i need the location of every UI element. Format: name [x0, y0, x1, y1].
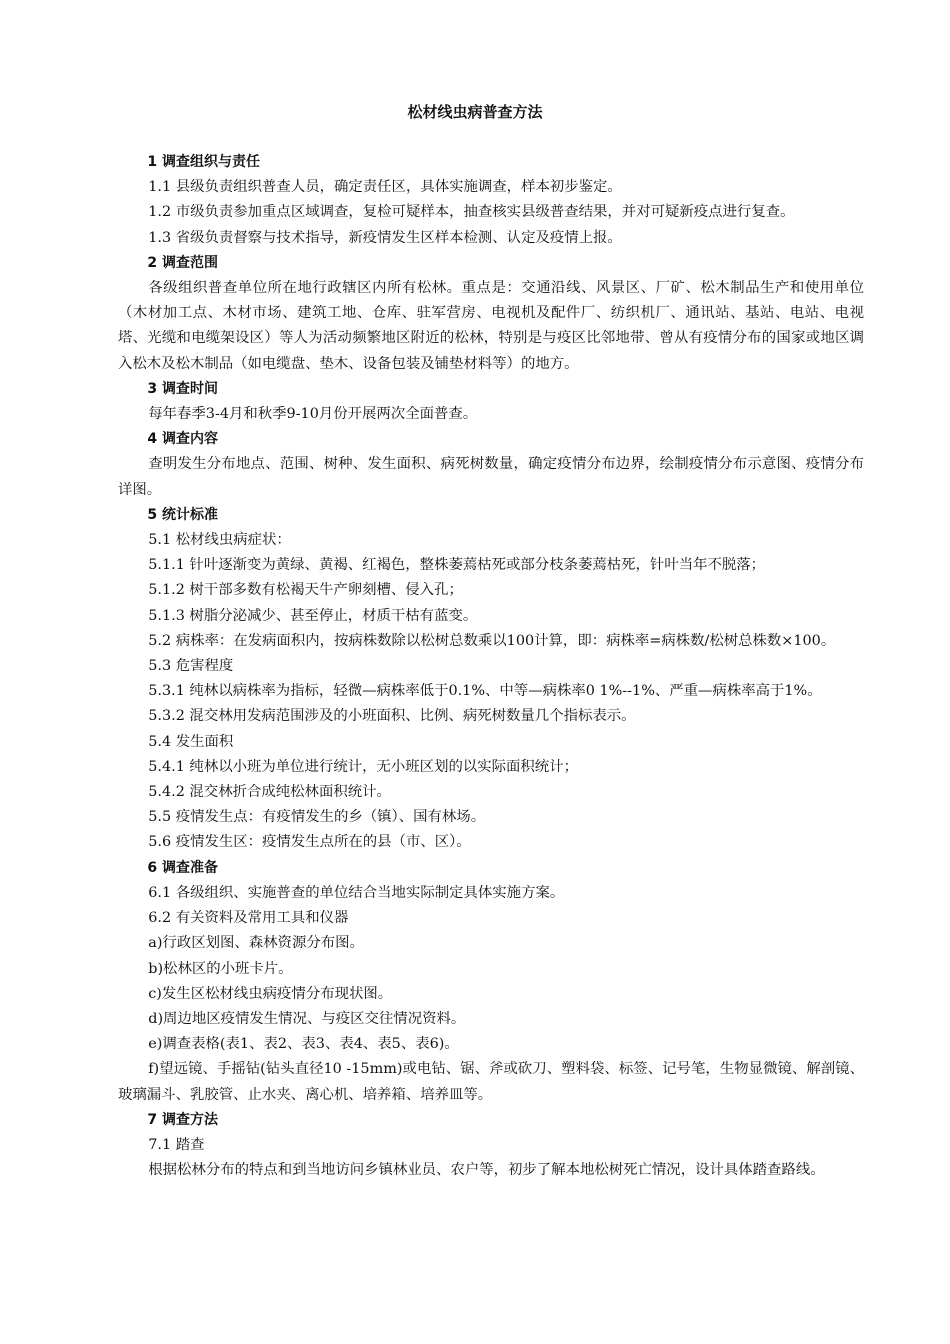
document-body — [118, 150, 864, 1183]
paragraph: 5.3 危害程度 — [148, 658, 234, 675]
paragraph: c)发生区松材线虫病疫情分布现状图。 — [148, 985, 393, 1002]
paragraph: 5.3.2 混交林用发病范围涉及的小班面积、比例、病死树数量几个指标表示。 — [148, 708, 636, 725]
paragraph: 1.3 省级负责督察与技术指导，新疫情发生区样本检测、认定及疫情上报。 — [148, 229, 622, 246]
paragraph: a)行政区划图、森林资源分布图。 — [148, 935, 364, 952]
paragraph: e)调查表格(表1、表2、表3、表4、表5、表6)。 — [148, 1036, 459, 1053]
paragraph: 7.1 踏查 — [148, 1136, 205, 1153]
paragraph: 根据松林分布的特点和到当地访问乡镇林业员、农户等，初步了解本地松树死亡情况，设计具体踏查路线。 — [148, 1162, 825, 1179]
section-heading: 7 调查方法 — [147, 1111, 219, 1128]
paragraph: 1.2 市级负责参加重点区域调查，复检可疑样本，抽查核实县级普查结果，并对可疑新疫点进行复查。 — [148, 204, 795, 221]
section-heading: 6 调查准备 — [147, 859, 219, 876]
paragraph: 5.4 发生面积 — [148, 733, 234, 750]
page-title: 松材线虫病普查方法 — [407, 103, 543, 121]
section-heading: 1 调查组织与责任 — [147, 154, 261, 170]
paragraph: 6.1 各级组织、实施普查的单位结合当地实际制定具体实施方案。 — [148, 884, 565, 901]
paragraph: 5.6 疫情发生区：疫情发生点所在的县（市、区）。 — [148, 834, 471, 851]
paragraph: 1.1 县级负责组织普查人员，确定责任区，具体实施调查，样本初步鉴定。 — [148, 179, 622, 196]
paragraph: 5.4.2 混交林折合成纯松林面积统计。 — [148, 784, 391, 801]
paragraph: 查明发生分布地点、范围、树种、发生面积、病死树数量，确定疫情分布边界，绘制疫情分布示意图、疫情分布详图。 — [118, 456, 864, 498]
section-heading: 2 调查范围 — [147, 254, 219, 271]
paragraph: 5.1.1 针叶逐渐变为黄绿、黄褐、红褐色，整株萎蔫枯死或部分枝条萎蔫枯死，针叶当年不脱落； — [148, 557, 766, 574]
paragraph: d)周边地区疫情发生情况、与疫区交往情况资料。 — [148, 1010, 466, 1027]
paragraph: 每年春季3-4月和秋季9-10月份开展两次全面普查。 — [148, 406, 478, 423]
paragraph: b)松林区的小班卡片。 — [148, 960, 293, 977]
paragraph: 5.4.1 纯林以小班为单位进行统计，无小班区划的以实际面积统计； — [148, 758, 578, 775]
paragraph: 5.1.2 树干部多数有松褐天牛产卵刻槽、侵入孔； — [148, 582, 463, 599]
paragraph: f)望远镜、手摇钻(钻头直径10 -15mm)或电钻、锯、斧或砍刀、塑料袋、标签、记号笔，生物显微镜、解剖镜、玻璃漏斗、乳胶管、止水夹、离心机、培养箱、培养皿等。 — [118, 1061, 864, 1103]
section-heading: 5 统计标准 — [147, 506, 219, 523]
paragraph: 各级组织普查单位所在地行政辖区内所有松林。重点是：交通沿线、风景区、厂矿、松木制品生产和使用单位（木材加工点、木材市场、建筑工地、仓库、驻军营房、电视机及配件厂、纺织机厂、通讯站、基站、电站、电视塔、光缆和电缆架设区）等人为活动频繁地区附近的松林，特别是与疫区比邻地带、曾从有疫情分布的国家或地区调入松木及松木制品（如电缆盘、垫木、设备包装及铺垫材料等）的地方。 — [118, 280, 864, 372]
paragraph: 5.2 病株率：在发病面积内，按病株数除以松树总数乘以100计算，即：病株率=病株数/松树总株数×100。 — [148, 632, 836, 649]
paragraph: 6.2 有关资料及常用工具和仪器 — [148, 910, 349, 927]
section-heading: 4 调查内容 — [147, 431, 219, 448]
paragraph: 5.5 疫情发生点：有疫情发生的乡（镇）、国有林场。 — [148, 809, 486, 826]
paragraph: 5.1.3 树脂分泌减少、甚至停止，材质干枯有蓝变。 — [148, 607, 478, 624]
paragraph: 5.3.1 纯林以病株率为指标，轻微—病株率低于0.1%、中等—病株率0 1%--1%、严重—病株率高于1%。 — [148, 683, 822, 700]
paragraph: 5.1 松材线虫病症状： — [148, 532, 291, 549]
section-heading: 3 调查时间 — [147, 380, 219, 397]
